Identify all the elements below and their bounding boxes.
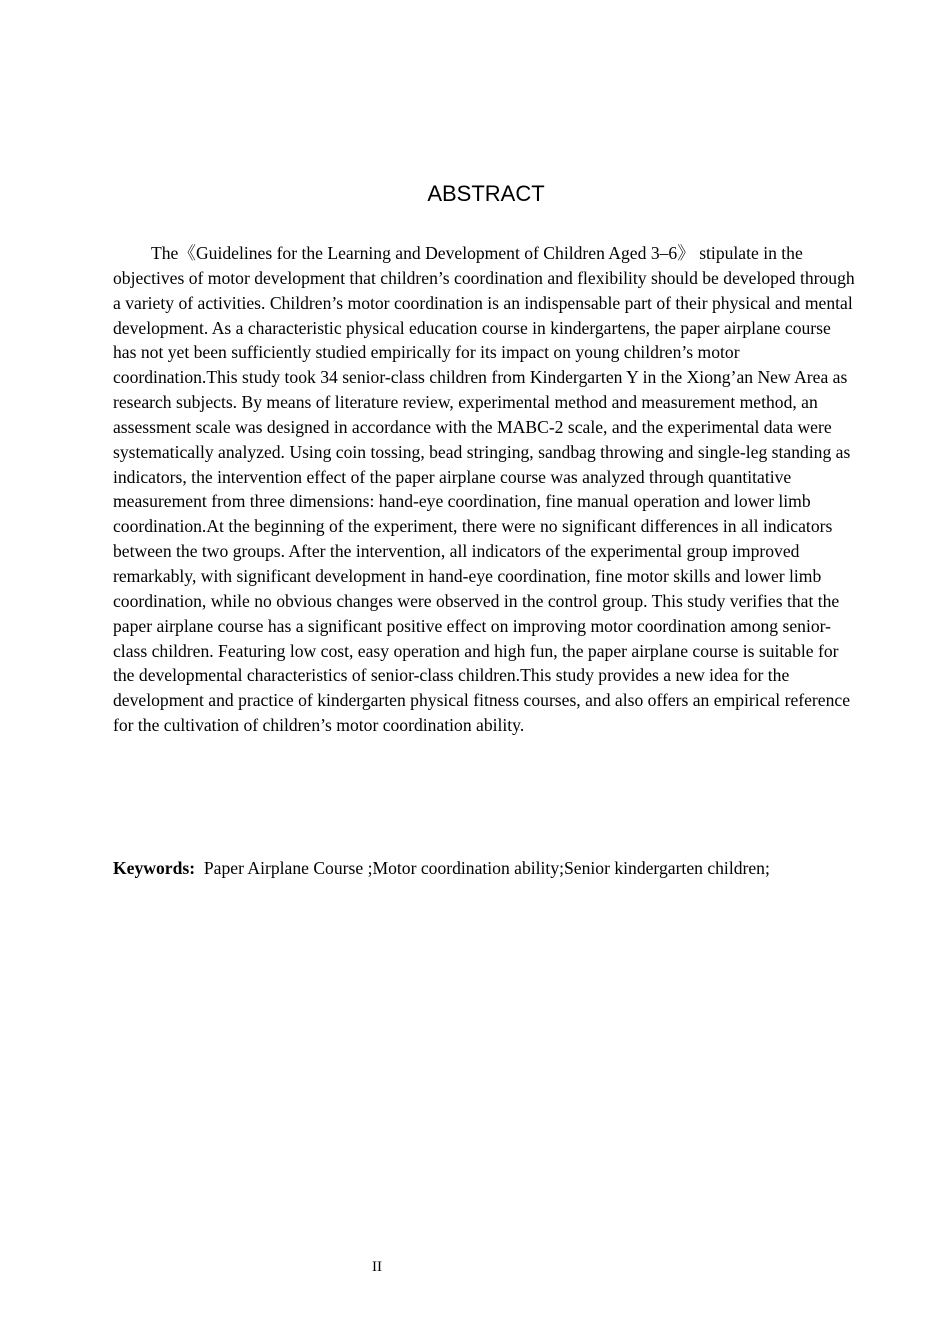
abstract-body: The《Guidelines for the Learning and Development of Children Aged 3–6》 stipulate in the objectives of motor development that children’s coordination and flexibility should be developed through a variety of activities. Children’s motor coordination is an indispensable part of their physical and mental development. As a characteristic physical education course in kindergartens, the paper airplane course has not yet been sufficiently studied empirically for its impact on young children’s motor coordination.This study took 34 senior-class children from Kindergarten Y in the Xiong’an New Area as research subjects. By means of literature review, experimental method and measurement method, an assessment scale was designed in accordance with the MABC-2 scale, and the experimental data were systematically analyzed. Using coin tossing, bead stringing, sandbag throwing and single-leg standing as indicators, the intervention effect of the paper airplane course was analyzed through quantitative measurement from three dimensions: hand-eye coordination, fine manual operation and lower limb coordination.At the beginning of the experiment, there were no significant differences in all indicators between the two groups. After the intervention, all indicators of the experimental group improved remarkably, with significant development in hand-eye coordination, fine motor skills and lower limb coordination, while no obvious changes were observed in the control group. This study verifies that the paper airplane course has a significant positive effect on improving motor coordination among senior-class children. Featuring low cost, easy operation and high fun, the paper airplane course is suitable for the developmental characteristics of senior-class children.This study provides a new idea for the development and practice of kindergarten physical fitness courses, and also offers an empirical reference for the cultivation of children’s motor coordination ability.	[113, 243, 855, 736]
abstract-title: ABSTRACT	[427, 181, 545, 206]
keywords-line	[113, 856, 873, 881]
page-number: II	[372, 1259, 382, 1275]
keywords-label: Keywords:	[113, 858, 196, 878]
keywords-text: Paper Airplane Course ;Motor coordination ability;Senior kindergarten children;	[203, 858, 770, 878]
